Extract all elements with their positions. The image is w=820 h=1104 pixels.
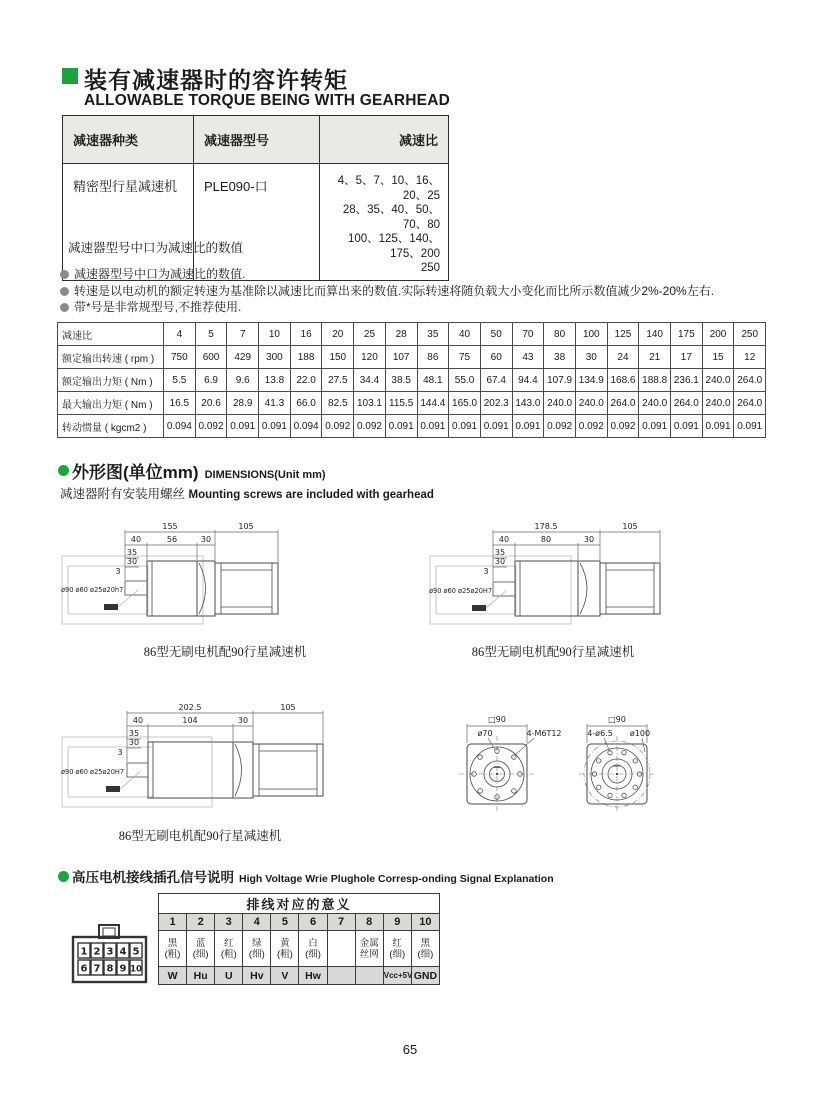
spec-cell: 429: [227, 346, 259, 369]
dim-a-105: 105: [238, 522, 254, 531]
spec-cell: 5.5: [164, 369, 196, 392]
wiring-signal-cell: W: [159, 967, 187, 985]
spec-cell: 107.9: [544, 369, 576, 392]
spec-cell: 60: [480, 346, 512, 369]
wiring-pin-cell: 4: [243, 914, 271, 931]
dim-c-202: 202.5: [178, 703, 202, 712]
spec-cell: 300: [259, 346, 291, 369]
spec-row-header: 额定输出力矩 ( Nm ): [58, 369, 164, 392]
wiring-pin-cell: 10: [411, 914, 439, 931]
connector-diagram: [70, 922, 150, 991]
drawing-b-caption: 86型无刷电机配90行星减速机: [471, 645, 635, 659]
wiring-color-cell: 绿(细): [243, 931, 271, 967]
wiring-color-cell: 黑(细): [411, 931, 439, 967]
note-item: [60, 266, 770, 283]
note-text: 转速是以电动机的额定转速为基准除以减速比而算出来的数值.实际转速将随负载大小变化而比所示数值减少2%-20%左右.: [74, 283, 715, 298]
wiring-color-cell: 红(粗): [215, 931, 243, 967]
wiring-heading-en: High Voltage Wrie Plughole Corresp-onding Signal Explanation: [239, 873, 554, 885]
wiring-pin-cell: 6: [299, 914, 327, 931]
spec-cell: 0.091: [259, 415, 291, 438]
dim-d-left-square: □90: [488, 715, 506, 724]
dimensions-heading-cn: 外形图(单位mm): [72, 463, 199, 482]
wiring-pin-cell: 2: [187, 914, 215, 931]
ratio-line: 28、35、40、50、70、80: [342, 204, 440, 231]
dim-b-30: 30: [583, 535, 595, 544]
dim-d-phi100: ø100: [629, 729, 651, 738]
spec-cell: 38: [544, 346, 576, 369]
spec-cell: 240.0: [702, 392, 734, 415]
spec-cell: 80: [544, 323, 576, 346]
spec-cell: 125: [607, 323, 639, 346]
spec-cell: 24: [607, 346, 639, 369]
drawing-c-caption: 86型无刷电机配90行星减速机: [118, 829, 282, 843]
wiring-signal-cell: Hw: [299, 967, 327, 985]
wiring-pin-cell: 5: [271, 914, 299, 931]
drawing-b: [428, 516, 678, 660]
dim-b-178: 178.5: [534, 522, 558, 531]
ratio-line: 4、5、7、10、16、20、25: [337, 175, 440, 202]
spec-cell: 0.091: [449, 415, 481, 438]
drawing-b-svg: [428, 516, 678, 634]
spec-cell: 6.9: [195, 369, 227, 392]
page-title-cn: 装有减速器时的容许转矩: [84, 67, 348, 93]
connector-pin-label: 4: [119, 946, 127, 958]
spec-cell: 0.092: [354, 415, 386, 438]
spec-cell: 600: [195, 346, 227, 369]
connector-pin-label: 7: [93, 963, 101, 975]
spec-cell: 13.8: [259, 369, 291, 392]
connector-pin-label: 2: [93, 946, 101, 958]
dimensions-subnote: [60, 484, 434, 502]
spec-cell: 0.094: [290, 415, 322, 438]
wiring-color-row: [159, 931, 440, 967]
spec-cell: 240.0: [544, 392, 576, 415]
drawing-a-caption: 86型无刷电机配90行星减速机: [143, 645, 307, 659]
drawing-d: [452, 700, 682, 827]
spec-cell: 120: [354, 346, 386, 369]
spec-row-header: 额定输出转速 ( rpm ): [58, 346, 164, 369]
dim-c-30: 30: [237, 716, 249, 725]
spec-cell: 0.091: [417, 415, 449, 438]
spec-cell: 66.0: [290, 392, 322, 415]
bullet-icon: [60, 303, 69, 312]
spec-table-body: [58, 323, 766, 438]
spec-cell: 188: [290, 346, 322, 369]
wiring-signal-cell: U: [215, 967, 243, 985]
spec-cell: 0.091: [227, 415, 259, 438]
dim-a-30: 30: [200, 535, 212, 544]
dim-b-3: 3: [483, 567, 489, 576]
spec-cell: 0.091: [702, 415, 734, 438]
connector-pin-label: 8: [106, 963, 114, 975]
spec-cell: 0.091: [385, 415, 417, 438]
spec-cell: 43: [512, 346, 544, 369]
spec-row: [58, 369, 766, 392]
spec-cell: 140: [639, 323, 671, 346]
gearhead-col-ratio: 减速比: [320, 116, 449, 164]
wiring-color-cell: 金属丝网: [355, 931, 383, 967]
spec-cell: 20.6: [195, 392, 227, 415]
dim-a-40: 40: [130, 535, 142, 544]
green-dot-icon: [58, 465, 69, 476]
spec-cell: 70: [512, 323, 544, 346]
dim-a-shaft: ø90 ø60 ø25ø20h7: [61, 586, 124, 594]
drawing-d-svg: [452, 700, 682, 822]
spec-cell: 188.8: [639, 369, 671, 392]
spec-cell: 165.0: [449, 392, 481, 415]
dimensions-heading: [58, 458, 326, 483]
connector-pin-label: 3: [106, 946, 114, 958]
drawing-c: [60, 696, 340, 844]
spec-cell: 16: [290, 323, 322, 346]
dim-d-bolt-left: 4-M6T12: [526, 729, 562, 738]
spec-cell: 0.091: [734, 415, 766, 438]
dimensions-heading-en: DIMENSIONS(Unit mm): [204, 469, 326, 481]
spec-cell: 168.6: [607, 369, 639, 392]
dim-c-40: 40: [132, 716, 144, 725]
dimensions-subnote-cn: 减速器附有安装用螺丝: [60, 487, 186, 501]
wiring-signal-row: [159, 967, 440, 985]
dim-c-3: 3: [117, 748, 123, 757]
spec-cell: 17: [671, 346, 703, 369]
gearhead-type: 精密型行星减速机: [63, 164, 194, 281]
dim-c-104: 104: [182, 716, 198, 725]
spec-cell: 12: [734, 346, 766, 369]
spec-cell: 240.0: [702, 369, 734, 392]
spec-cell: 40: [449, 323, 481, 346]
gearhead-col-type: 减速器种类: [63, 116, 194, 164]
wiring-color-cell: 黄(粗): [271, 931, 299, 967]
spec-cell: 0.091: [512, 415, 544, 438]
gearhead-ratios: [320, 164, 449, 281]
spec-row: [58, 392, 766, 415]
spec-cell: 115.5: [385, 392, 417, 415]
wiring-color-cell: [327, 931, 355, 967]
dim-d-right-square: □90: [608, 715, 626, 724]
bullet-icon: [60, 287, 69, 296]
dim-a-35: 35: [126, 548, 138, 557]
wiring-signal-cell: [327, 967, 355, 985]
dim-c-35: 35: [128, 729, 140, 738]
spec-cell: 86: [417, 346, 449, 369]
dim-b-105: 105: [622, 522, 638, 531]
spec-cell: 94.4: [512, 369, 544, 392]
spec-row: [58, 415, 766, 438]
dim-b-80: 80: [540, 535, 552, 544]
spec-cell: 22.0: [290, 369, 322, 392]
wiring-signal-cell: V: [271, 967, 299, 985]
spec-row: [58, 323, 766, 346]
gearhead-model: PLE090-口: [194, 164, 320, 281]
wiring-pin-cell: 3: [215, 914, 243, 931]
spec-cell: 240.0: [575, 392, 607, 415]
spec-cell: 144.4: [417, 392, 449, 415]
dim-c-105: 105: [280, 703, 296, 712]
spec-cell: 202.3: [480, 392, 512, 415]
bullet-icon: [60, 270, 69, 279]
spec-cell: 16.5: [164, 392, 196, 415]
notes-list: [60, 266, 770, 316]
connector-svg: [70, 922, 150, 986]
spec-cell: 82.5: [322, 392, 354, 415]
spec-cell: 264.0: [607, 392, 639, 415]
drawing-a-svg: [60, 516, 390, 634]
spec-cell: 0.091: [480, 415, 512, 438]
wiring-color-cell: 蓝(细): [187, 931, 215, 967]
spec-cell: 240.0: [639, 392, 671, 415]
spec-cell: 200: [702, 323, 734, 346]
spec-cell: 38.5: [385, 369, 417, 392]
wiring-color-cell: 白(细): [299, 931, 327, 967]
wiring-color-cell: 红(细): [383, 931, 411, 967]
dimensions-subnote-en: Mounting screws are included with gearhead: [188, 489, 434, 501]
spec-cell: 0.091: [671, 415, 703, 438]
page-number: 65: [402, 1042, 418, 1057]
spec-cell: 250: [734, 323, 766, 346]
wiring-signal-cell: Vcc+5V: [383, 967, 411, 985]
dim-d-holes: 4-ø6.5: [587, 729, 613, 738]
spec-cell: 4: [164, 323, 196, 346]
spec-cell: 25: [354, 323, 386, 346]
dim-b-40: 40: [498, 535, 510, 544]
spec-cell: 41.3: [259, 392, 291, 415]
wiring-pin-cell: 9: [383, 914, 411, 931]
spec-row-header: 减速比: [58, 323, 164, 346]
wiring-table: [158, 893, 440, 985]
connector-pin-label: 6: [80, 963, 88, 975]
spec-cell: 0.091: [639, 415, 671, 438]
spec-row-header: 转动惯量 ( kgcm2 ): [58, 415, 164, 438]
drawing-c-svg: [60, 696, 340, 818]
wiring-signal-cell: GND: [411, 967, 439, 985]
spec-cell: 9.6: [227, 369, 259, 392]
spec-cell: 264.0: [734, 369, 766, 392]
spec-row-header: 最大输出力矩 ( Nm ): [58, 392, 164, 415]
spec-cell: 34.4: [354, 369, 386, 392]
spec-cell: 27.5: [322, 369, 354, 392]
gearhead-table-header-row: [63, 116, 449, 164]
note-item: [60, 299, 770, 316]
spec-cell: 48.1: [417, 369, 449, 392]
spec-cell: 0.092: [322, 415, 354, 438]
spec-cell: 7: [227, 323, 259, 346]
dim-b-35: 35: [494, 548, 506, 557]
spec-cell: 10: [259, 323, 291, 346]
spec-cell: 750: [164, 346, 196, 369]
wiring-heading-cn: 高压电机接线插孔信号说明: [72, 870, 234, 885]
spec-cell: 100: [575, 323, 607, 346]
wiring-signal-cell: [355, 967, 383, 985]
spec-cell: 0.092: [607, 415, 639, 438]
spec-cell: 107: [385, 346, 417, 369]
spec-cell: 264.0: [671, 392, 703, 415]
dim-a-56: 56: [166, 535, 178, 544]
spec-cell: 0.092: [544, 415, 576, 438]
green-square-bullet-icon: [62, 68, 78, 84]
ratio-line: 100、125、140、175、200: [347, 233, 440, 260]
wiring-table-title: 排线对应的意义: [159, 894, 440, 914]
spec-cell: 35: [417, 323, 449, 346]
note-text: 减速器型号中口为减速比的数值.: [74, 267, 246, 281]
dim-d-phi70: ø70: [477, 729, 493, 738]
wiring-color-cell: 黑(粗): [159, 931, 187, 967]
spec-cell: 20: [322, 323, 354, 346]
dim-a-3: 3: [115, 567, 121, 576]
spec-cell: 67.4: [480, 369, 512, 392]
spec-table: [57, 322, 766, 438]
wiring-signal-cell: Hv: [243, 967, 271, 985]
connector-pin-label: 10: [130, 964, 142, 975]
gearhead-col-model: 减速器型号: [194, 116, 320, 164]
spec-cell: 30: [575, 346, 607, 369]
spec-cell: 50: [480, 323, 512, 346]
spec-cell: 28: [385, 323, 417, 346]
connector-pin-label: 1: [80, 946, 88, 958]
wiring-pin-cell: 8: [355, 914, 383, 931]
dim-a-155: 155: [162, 522, 178, 531]
note-text: 带*号是非常规型号,不推荐使用.: [74, 300, 242, 314]
spec-cell: 0.092: [195, 415, 227, 438]
page-title-en: ALLOWABLE TORQUE BEING WITH GEARHEAD: [84, 92, 450, 109]
wiring-table-body: [159, 894, 440, 985]
spec-cell: 5: [195, 323, 227, 346]
gearhead-table-row: [63, 164, 449, 281]
spec-table-wrap: [57, 322, 766, 438]
wiring-pin-cell: 1: [159, 914, 187, 931]
drawing-a: [60, 516, 390, 660]
spec-cell: 236.1: [671, 369, 703, 392]
spec-cell: 0.094: [164, 415, 196, 438]
spec-cell: 134.9: [575, 369, 607, 392]
connector-pin-label: 5: [132, 946, 140, 958]
wiring-pin-row: [159, 914, 440, 931]
ratio-line: 250: [420, 262, 440, 274]
dim-b-s30: 30: [494, 557, 506, 566]
dim-c-shaft: ø90 ø60 ø25ø20H7: [61, 768, 125, 776]
spec-cell: 143.0: [512, 392, 544, 415]
gearhead-footnote: 减速器型号中口为减速比的数值: [68, 241, 244, 255]
spec-cell: 28.9: [227, 392, 259, 415]
wiring-pin-cell: 7: [327, 914, 355, 931]
connector-pin-label: 9: [119, 963, 127, 975]
wiring-heading: [58, 866, 554, 886]
spec-cell: 55.0: [449, 369, 481, 392]
wiring-signal-cell: Hu: [187, 967, 215, 985]
wiring-table-wrap: [158, 893, 440, 985]
dim-b-shaft: ø90 ø60 ø25ø20H7: [429, 587, 493, 595]
green-dot-icon: [58, 871, 69, 882]
spec-cell: 15: [702, 346, 734, 369]
dim-c-s30: 30: [128, 738, 140, 747]
note-item: [60, 283, 770, 300]
spec-cell: 21: [639, 346, 671, 369]
spec-row: [58, 346, 766, 369]
spec-cell: 0.092: [575, 415, 607, 438]
page-title-row: [62, 62, 348, 95]
dim-a-s30: 30: [126, 557, 138, 566]
spec-cell: 103.1: [354, 392, 386, 415]
spec-cell: 75: [449, 346, 481, 369]
spec-cell: 150: [322, 346, 354, 369]
spec-cell: 175: [671, 323, 703, 346]
spec-cell: 264.0: [734, 392, 766, 415]
